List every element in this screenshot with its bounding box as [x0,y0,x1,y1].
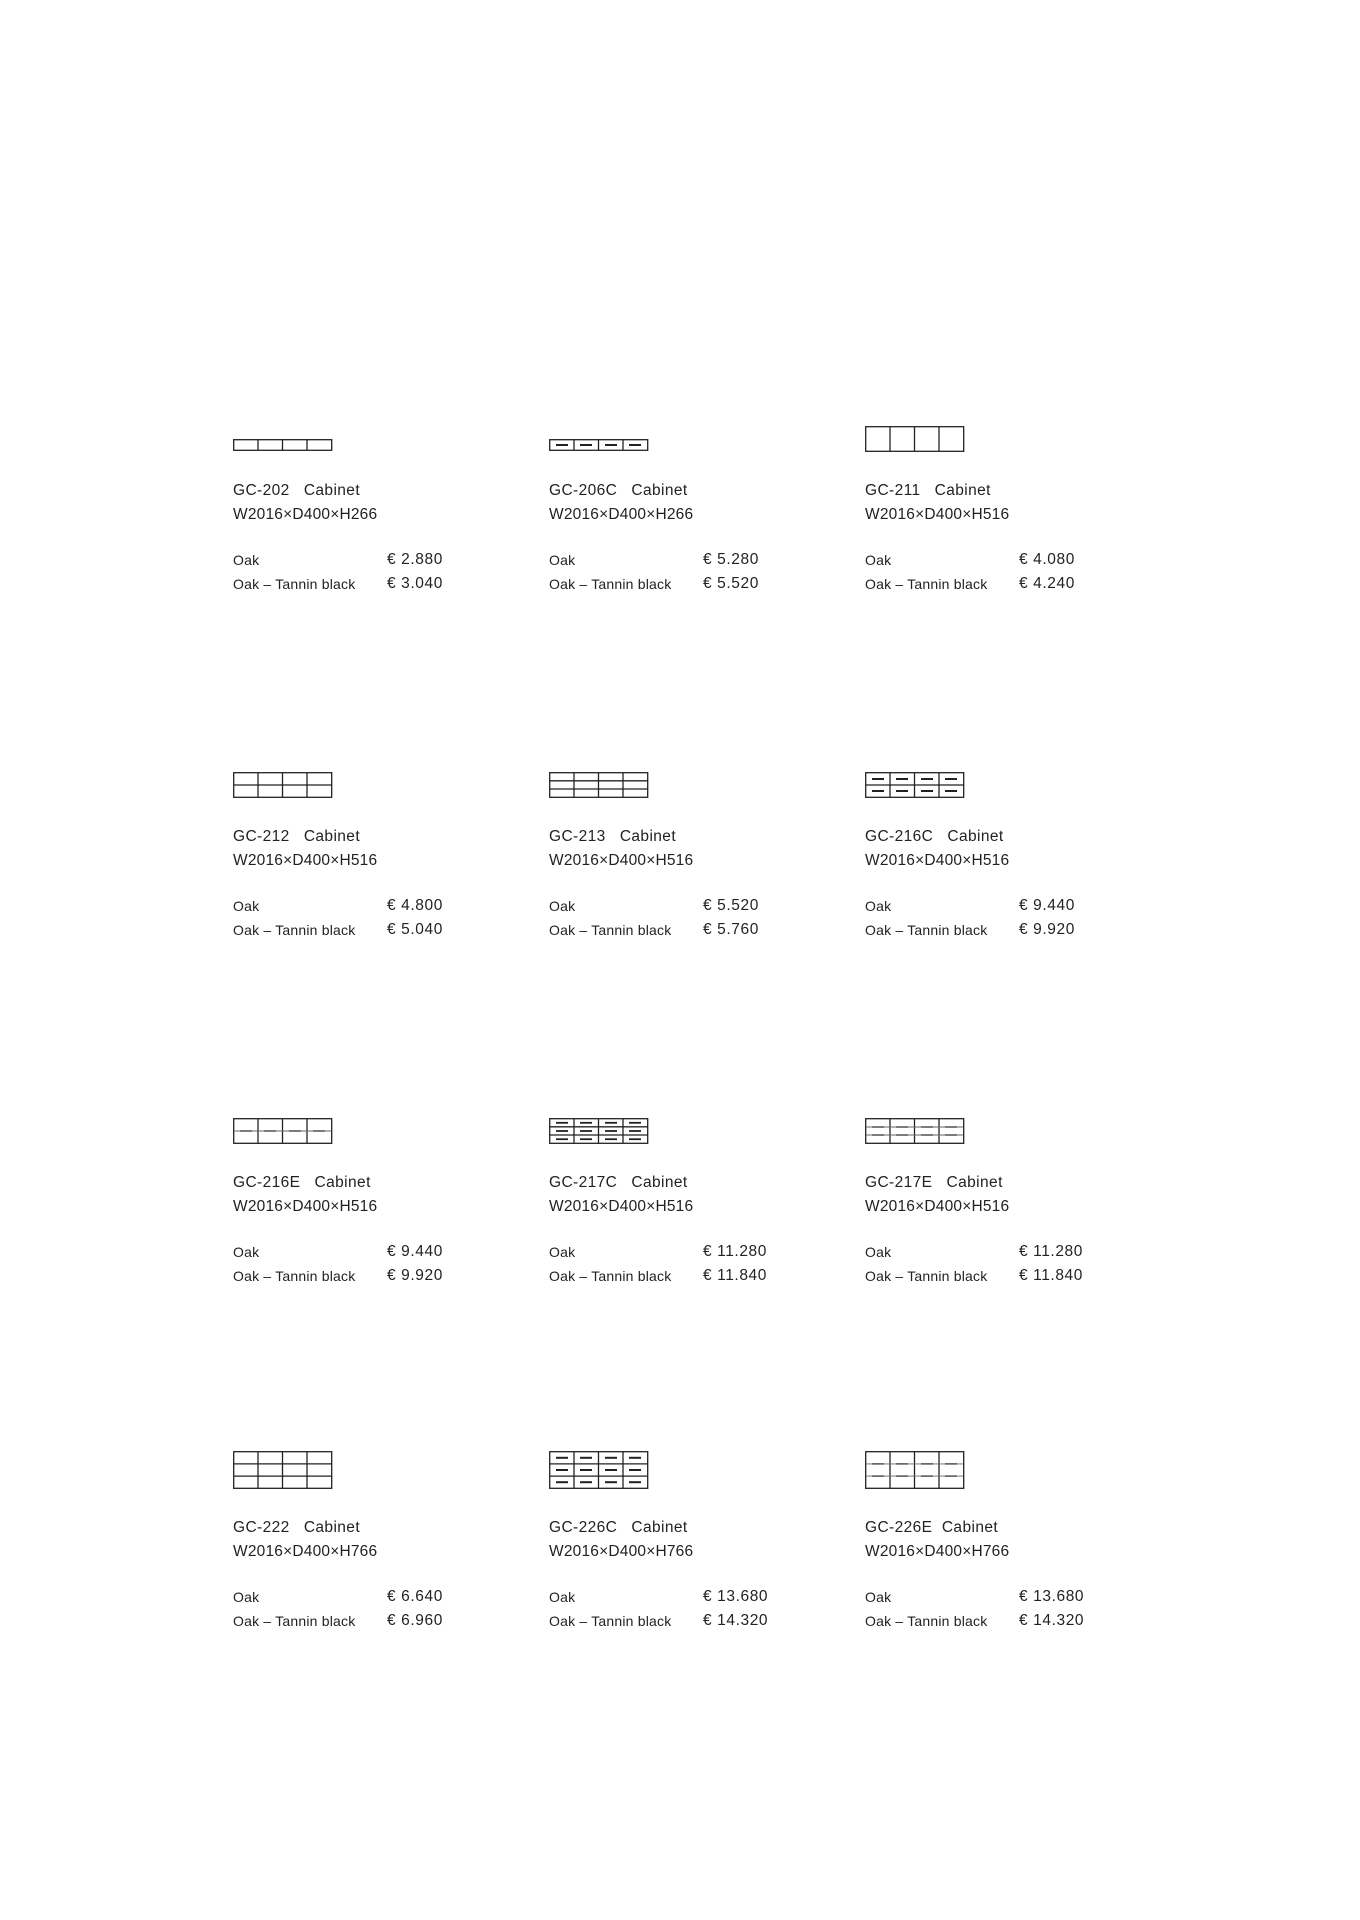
finish-price: € 11.280 [703,1243,767,1260]
price-row [233,896,533,916]
product-dimensions: W2016×D400×H516 [865,506,1010,523]
finish-price: € 5.520 [703,897,759,914]
product-type: Cabinet [303,1519,361,1536]
finish-name: Oak [549,1244,576,1260]
product-dimensions: W2016×D400×H766 [865,1543,1010,1560]
model-number: GC-212 [233,828,290,845]
finish-price: € 6.640 [387,1588,443,1605]
finish-price: € 14.320 [703,1612,769,1629]
product-type: Cabinet [946,1174,1003,1191]
finish-price: € 9.440 [387,1243,443,1260]
price-row [233,1242,533,1262]
price-row [865,1587,1165,1607]
price-row [233,1266,533,1286]
price-row [549,920,849,940]
finish-name: Oak – Tannin black [233,1268,356,1284]
finish-name: Oak – Tannin black [549,922,672,938]
price-row [233,920,533,940]
finish-name: Oak – Tannin black [865,576,988,592]
finish-name: Oak – Tannin black [549,1268,672,1284]
price-row [549,896,849,916]
price-row [233,1587,533,1607]
price-row [233,550,533,570]
finish-price: € 4.240 [1019,575,1075,592]
price-row [233,574,533,594]
finish-name: Oak [549,1589,576,1605]
finish-name: Oak – Tannin black [865,1613,988,1629]
finish-price: € 11.840 [703,1267,767,1284]
finish-name: Oak [233,898,260,914]
product-dimensions: W2016×D400×H766 [549,1543,694,1560]
product-dimensions: W2016×D400×H266 [549,506,694,523]
price-row [549,574,849,594]
finish-price: € 2.880 [387,551,443,568]
product-type: Cabinet [303,828,361,845]
product-title [549,827,676,847]
product-title [233,827,360,847]
finish-name: Oak [549,898,576,914]
finish-price: € 9.920 [387,1267,443,1284]
model-number: GC-222 [233,1519,290,1536]
finish-price: € 4.080 [1019,551,1075,568]
finish-price: € 9.920 [1019,921,1075,938]
product-title [233,481,360,501]
finish-name: Oak [865,1589,892,1605]
product-dimensions: W2016×D400×H766 [233,1543,378,1560]
cabinet-tall-4-door-icon [865,426,965,452]
price-row [865,574,1165,594]
finish-price: € 14.320 [1019,1612,1085,1629]
cabinet-2-row-drawer-icon [865,772,965,798]
cabinet-3-row-flap-icon [865,1451,965,1489]
product-title [865,1173,1003,1193]
product-type: Cabinet [303,482,361,499]
cabinet-2-row-flap-icon [233,1118,333,1144]
price-row [865,1611,1165,1631]
product-type: Cabinet [631,482,688,499]
price-row [549,550,849,570]
price-row [233,1611,533,1631]
finish-price: € 13.680 [1019,1588,1085,1605]
model-number: GC-216E [233,1174,301,1191]
cabinet-3-row-drawer-icon [549,1118,649,1144]
product-type: Cabinet [314,1174,371,1191]
model-number: GC-206C [549,482,618,499]
cabinet-2-row-open-icon [233,772,333,798]
product-dimensions: W2016×D400×H516 [865,852,1010,869]
model-number: GC-217C [549,1174,618,1191]
product-title [865,1518,998,1538]
price-row [865,1242,1165,1262]
finish-price: € 5.760 [703,921,759,938]
price-row [865,896,1165,916]
product-title [233,1173,371,1193]
finish-name: Oak [865,898,892,914]
price-row [549,1266,849,1286]
finish-price: € 4.800 [387,897,443,914]
price-row [549,1611,849,1631]
model-number: GC-217E [865,1174,933,1191]
product-title [549,1518,688,1538]
finish-price: € 6.960 [387,1612,443,1629]
price-row [865,550,1165,570]
finish-price: € 9.440 [1019,897,1075,914]
finish-price: € 13.680 [703,1588,769,1605]
product-title [233,1518,360,1538]
model-number: GC-202 [233,482,290,499]
finish-price: € 5.040 [387,921,443,938]
finish-name: Oak [865,552,892,568]
finish-name: Oak – Tannin black [233,576,356,592]
finish-name: Oak – Tannin black [233,1613,356,1629]
cabinet-1-row-4-drawer-icon [549,439,649,451]
product-dimensions: W2016×D400×H516 [865,1198,1010,1215]
model-number: GC-226E [865,1519,933,1536]
product-dimensions: W2016×D400×H516 [233,1198,378,1215]
model-number: GC-216C [865,828,934,845]
price-row [549,1587,849,1607]
price-row [549,1242,849,1262]
product-dimensions: W2016×D400×H516 [549,1198,694,1215]
finish-name: Oak [233,1244,260,1260]
product-title [549,1173,688,1193]
product-title [865,481,991,501]
cabinet-1-row-4-open-icon [233,439,333,451]
finish-price: € 5.520 [703,575,759,592]
finish-price: € 11.280 [1019,1243,1083,1260]
product-type: Cabinet [631,1174,688,1191]
finish-name: Oak [233,1589,260,1605]
cabinet-3-row-drawer-icon [549,1451,649,1489]
finish-name: Oak – Tannin black [549,576,672,592]
product-title [865,827,1004,847]
model-number: GC-226C [549,1519,618,1536]
finish-price: € 5.280 [703,551,759,568]
product-type: Cabinet [631,1519,688,1536]
product-type: Cabinet [934,482,991,499]
finish-name: Oak – Tannin black [549,1613,672,1629]
finish-name: Oak [865,1244,892,1260]
product-dimensions: W2016×D400×H516 [549,852,694,869]
cabinet-3-row-flap-icon [865,1118,965,1144]
finish-name: Oak – Tannin black [865,1268,988,1284]
product-dimensions: W2016×D400×H266 [233,506,378,523]
finish-name: Oak – Tannin black [233,922,356,938]
model-number: GC-213 [549,828,606,845]
finish-price: € 11.840 [1019,1267,1083,1284]
model-number: GC-211 [865,482,921,499]
cabinet-3-row-open-icon [233,1451,333,1489]
product-type: Cabinet [947,828,1004,845]
product-title [549,481,688,501]
finish-name: Oak [549,552,576,568]
price-row [865,1266,1165,1286]
cabinet-3-row-open-icon [549,772,649,798]
product-dimensions: W2016×D400×H516 [233,852,378,869]
finish-name: Oak [233,552,260,568]
finish-name: Oak – Tannin black [865,922,988,938]
product-type: Cabinet [941,1519,999,1536]
finish-price: € 3.040 [387,575,443,592]
price-row [865,920,1165,940]
product-type: Cabinet [619,828,677,845]
